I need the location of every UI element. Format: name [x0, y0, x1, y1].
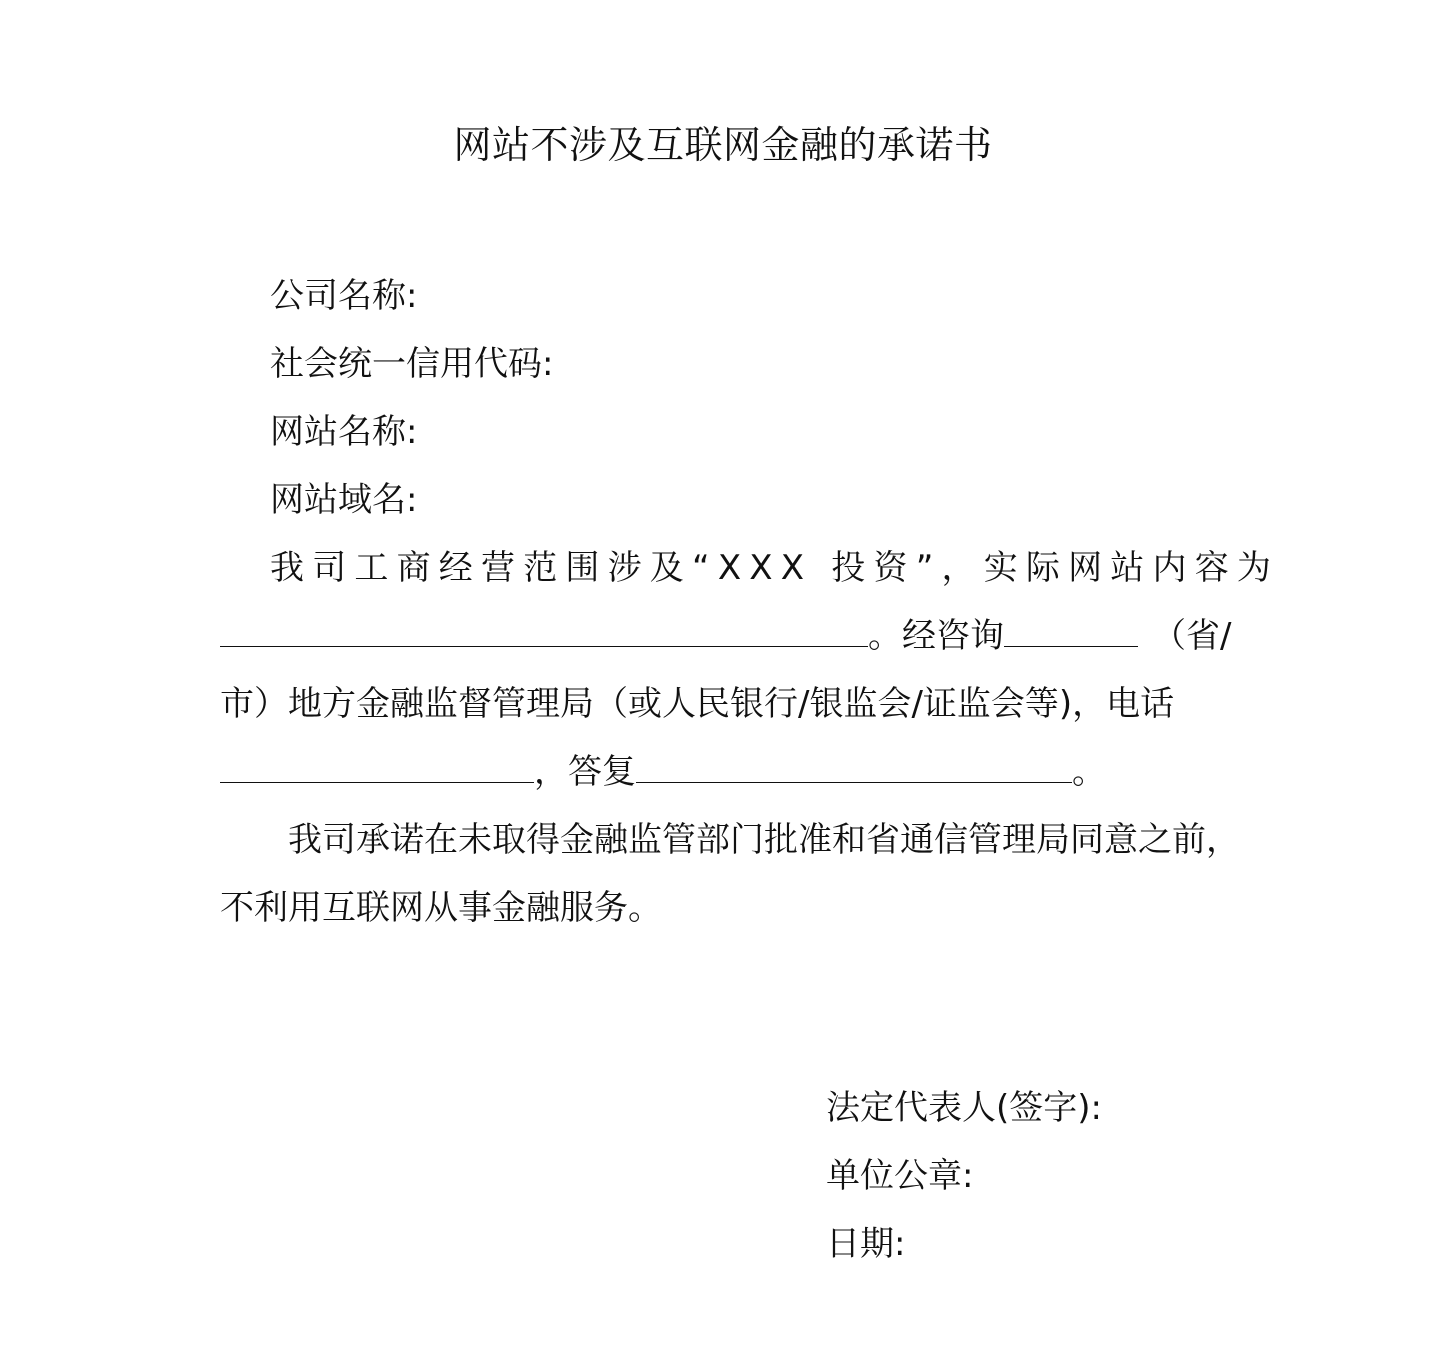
website-name-label: 网站名称:: [270, 412, 418, 452]
website-domain-label: 网站域名:: [270, 480, 418, 520]
website-content-blank: [220, 616, 868, 647]
paragraph1-line4: [220, 750, 1106, 794]
reply-blank: [636, 752, 1072, 783]
paragraph2-line2: 不利用互联网从事金融服务。: [220, 888, 662, 928]
paragraph1-line3: 市）地方金融监督管理局（或人民银行/银监会/证监会等)，电话: [220, 684, 1175, 724]
document-title: 网站不涉及互联网金融的承诺书: [453, 123, 993, 167]
paragraph1-line1: 我司工商经营范围涉及“XXX 投资”，实际网站内容为: [270, 548, 1280, 588]
company-seal-label: 单位公章:: [826, 1156, 974, 1196]
credit-code-label: 社会统一信用代码:: [270, 344, 554, 384]
province-blank: [1004, 616, 1138, 647]
paragraph1-line2: [220, 614, 1232, 658]
reply-end-text: 。: [1072, 752, 1106, 792]
legal-representative-label: 法定代表人(签字):: [826, 1088, 1102, 1128]
province-text: （省/: [1152, 616, 1232, 656]
consult-text: 。经咨询: [868, 616, 1004, 656]
phone-blank: [220, 752, 534, 783]
company-name-label: 公司名称:: [270, 276, 418, 316]
date-label: 日期:: [826, 1224, 906, 1264]
reply-text: ，答复: [534, 752, 636, 792]
paragraph2-line1: 我司承诺在未取得金融监管部门批准和省通信管理局同意之前，: [288, 820, 1240, 860]
